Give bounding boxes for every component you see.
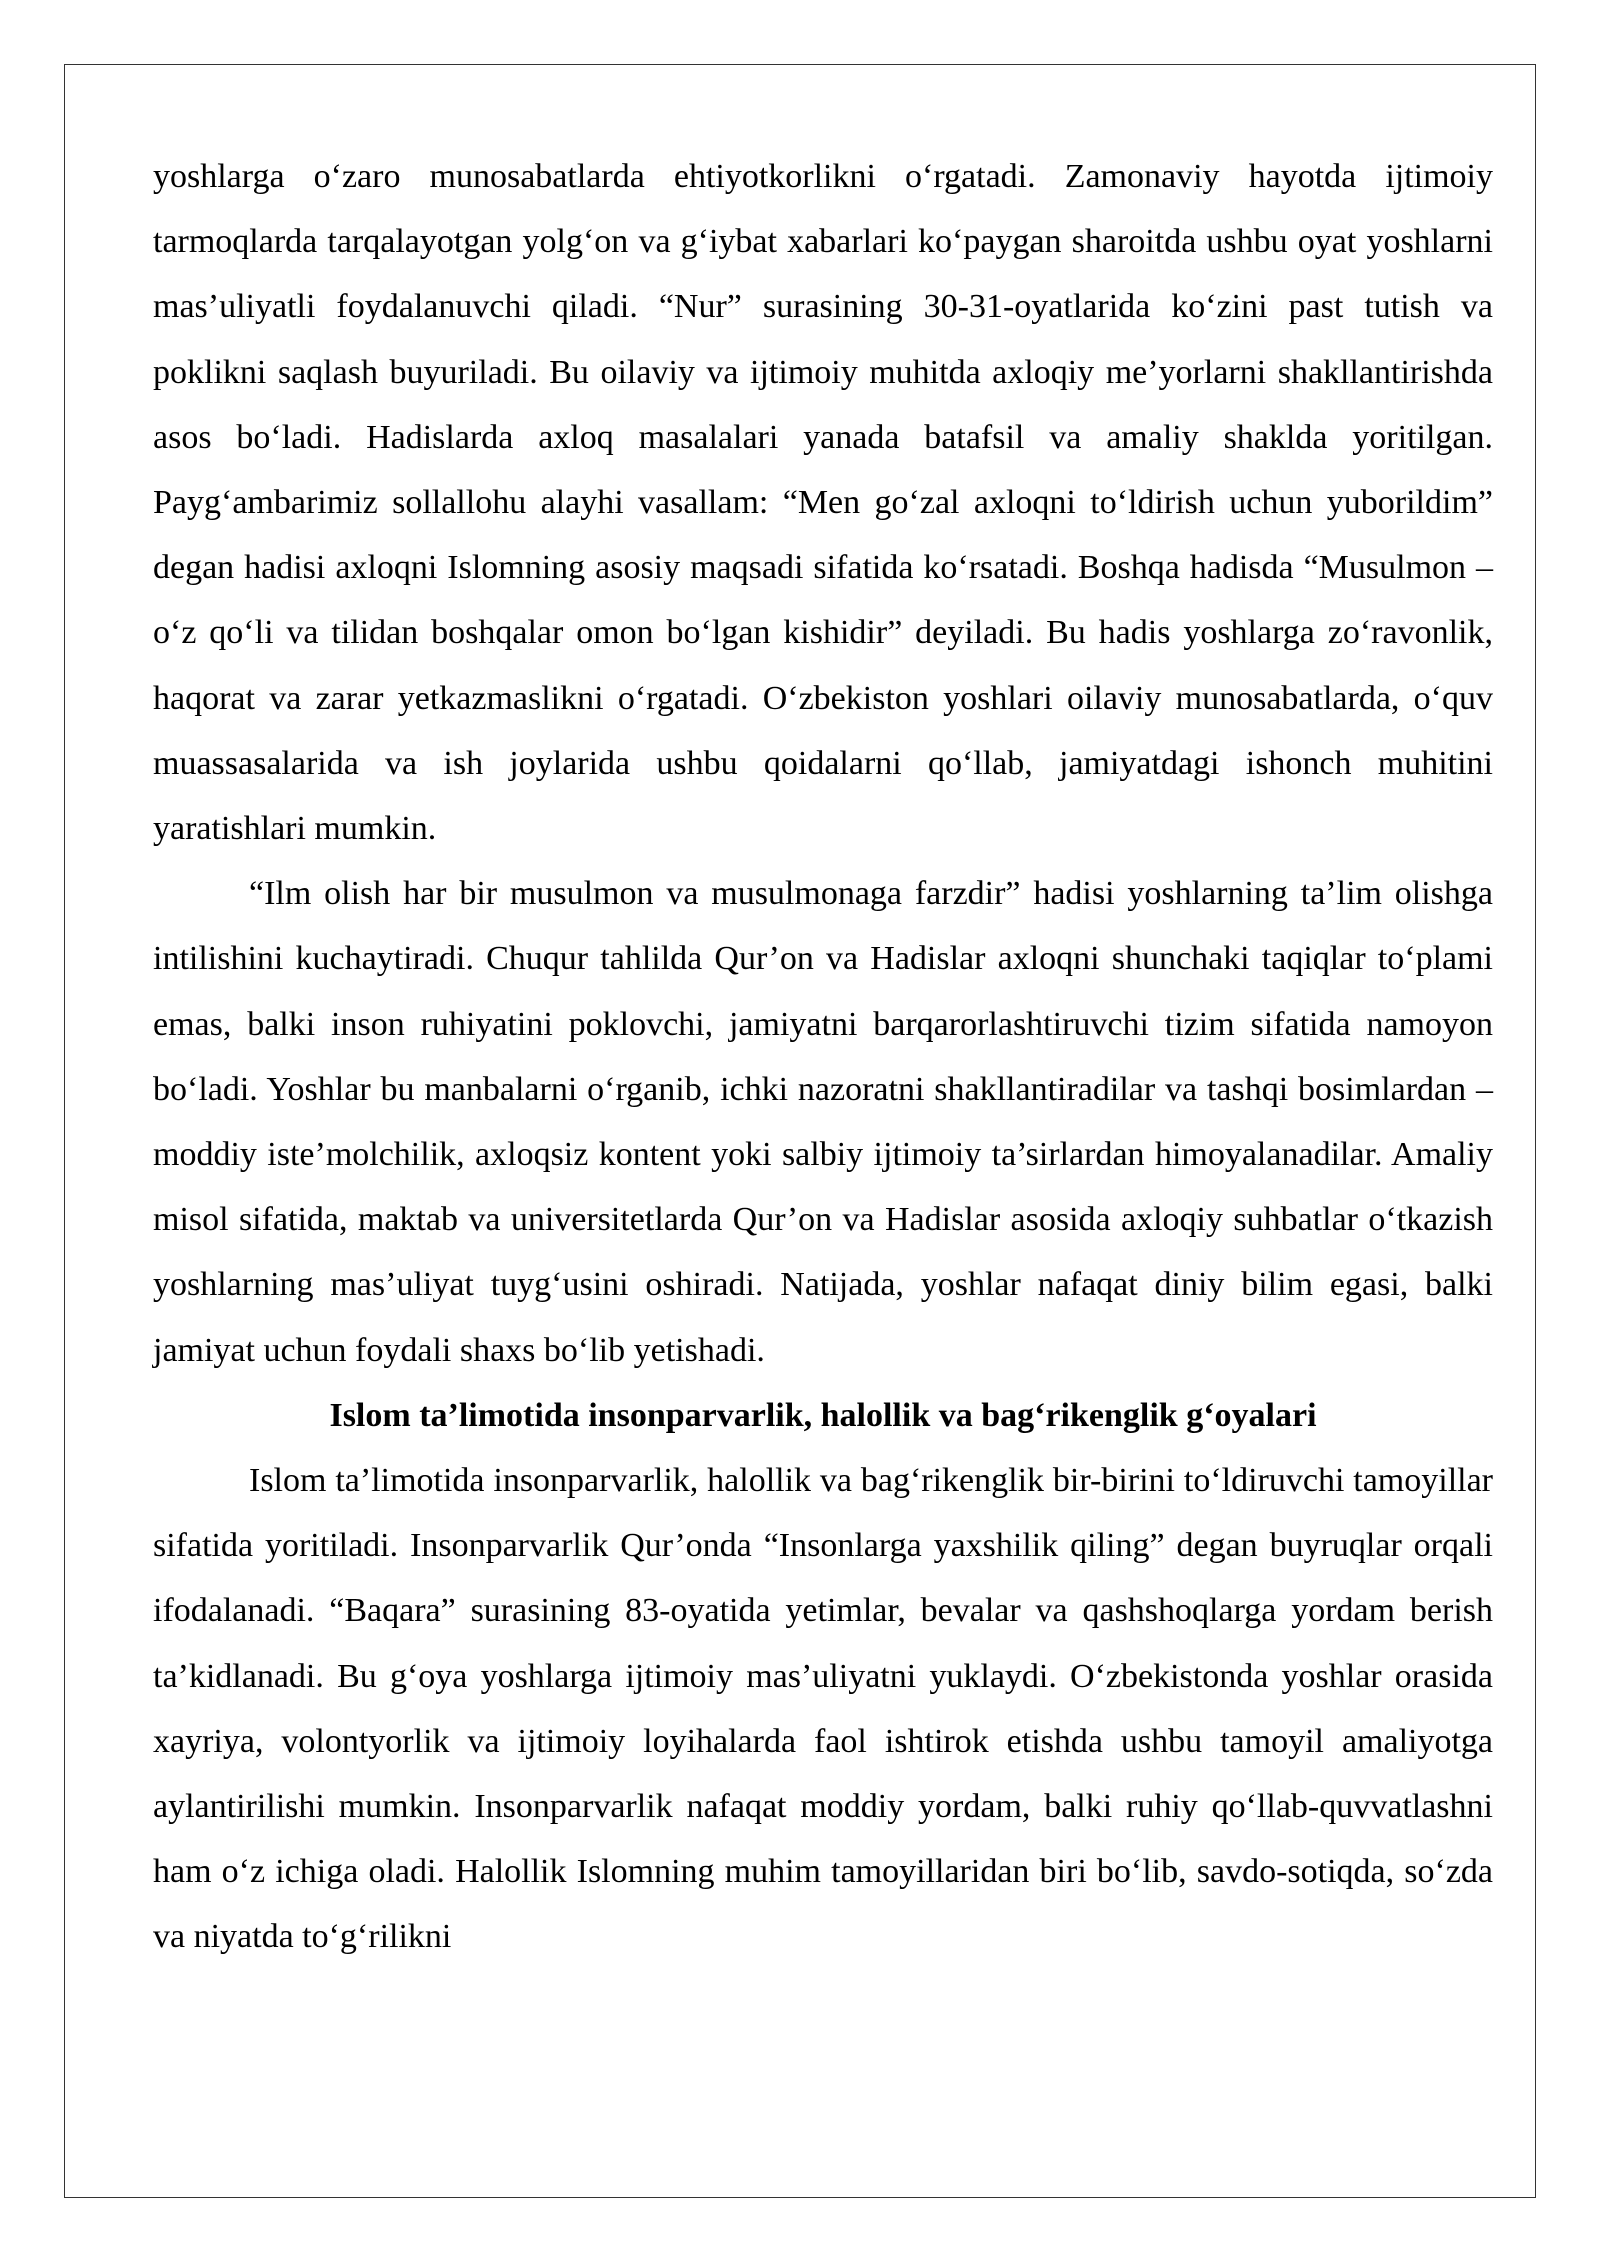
paragraph-continued: yoshlarga o‘zaro munosabatlarda ehtiyotkorlikni o‘rgatadi. Zamonaviy hayotda ijtimoiy tarmoqlarda tarqalayotgan yolg‘on va g‘iybat xabarlari ko‘paygan sharoitda ushbu oyat yoshlarni mas’uliyatli foydalanuvchi qiladi. “Nur” surasining 30-31-oyatlarida ko‘zini past tutish va poklikni saqlash buyuriladi. Bu oilaviy va ijtimoiy muhitda axloqiy me’yorlarni shakllantirishda asos bo‘ladi. Hadislarda axloq masalalari yanada batafsil va amaliy shaklda yoritilgan. Payg‘ambarimiz sollallohu alayhi vasallam: “Men go‘zal axloqni to‘ldirish uchun yuborildim” degan hadisi axloqni Islomning asosiy maqsadi sifatida ko‘rsatadi. Boshqa hadisda “Musulmon – o‘z qo‘li va tilidan boshqalar omon bo‘lgan kishidir” deyiladi. Bu hadis yoshlarga zo‘ravonlik, haqorat va zarar yetkazmaslikni o‘rgatadi. O‘zbekiston yoshlari oilaviy munosabatlarda, o‘quv muassasalarida va ish joylarida ushbu qoidalarni qo‘llab, jamiyatdagi ishonch muhitini yaratishlari mumkin. [153,158,1493,848]
section-heading: Islom ta’limotida insonparvarlik, halollik va bag‘rikenglik g‘oyalari [329,1396,1317,1434]
paragraph-insonparvarlik: Islom ta’limotida insonparvarlik, halollik va bag‘rikenglik bir-birini to‘ldiruvchi tamoyillar sifatida yoritiladi. Insonparvarlik Qur’onda “Insonlarga yaxshilik qiling” degan buyruqlar orqali ifodalanadi. “Baqara” surasining 83-oyatida yetimlar, bevalar va qashshoqlarga yordam berish ta’kidlanadi. Bu g‘oya yoshlarga ijtimoiy mas’uliyatni yuklaydi. O‘zbekistonda yoshlar orasida xayriya, volontyorlik va ijtimoiy loyihalarda faol ishtirok etishda ushbu tamoyil amaliyotga aylantirilishi mumkin. Insonparvarlik nafaqat moddiy yordam, balki ruhiy qo‘llab-quvvatlashni ham o‘z ichiga oladi. Halollik Islomning muhim tamoyillaridan biri bo‘lib, savdo-sotiqda, so‘zda va niyatda to‘g‘rilikni [153,1462,1493,1956]
document-body [153,144,1493,1970]
paragraph-ilm-hadith: “Ilm olish har bir musulmon va musulmonaga farzdir” hadisi yoshlarning ta’lim olishga intilishini kuchaytiradi. Chuqur tahlilda Qur’on va Hadislar axloqni shunchaki taqiqlar to‘plami emas, balki inson ruhiyatini poklovchi, jamiyatni barqarorlashtiruvchi tizim sifatida namoyon bo‘ladi. Yoshlar bu manbalarni o‘rganib, ichki nazoratni shakllantiradilar va tashqi bosimlardan – moddiy iste’molchilik, axloqsiz kontent yoki salbiy ijtimoiy ta’sirlardan himoyalanadilar. Amaliy misol sifatida, maktab va universitetlarda Qur’on va Hadislar asosida axloqiy suhbatlar o‘tkazish yoshlarning mas’uliyat tuyg‘usini oshiradi. Natijada, yoshlar nafaqat diniy bilim egasi, balki jamiyat uchun foydali shaxs bo‘lib yetishadi. [153,875,1493,1369]
